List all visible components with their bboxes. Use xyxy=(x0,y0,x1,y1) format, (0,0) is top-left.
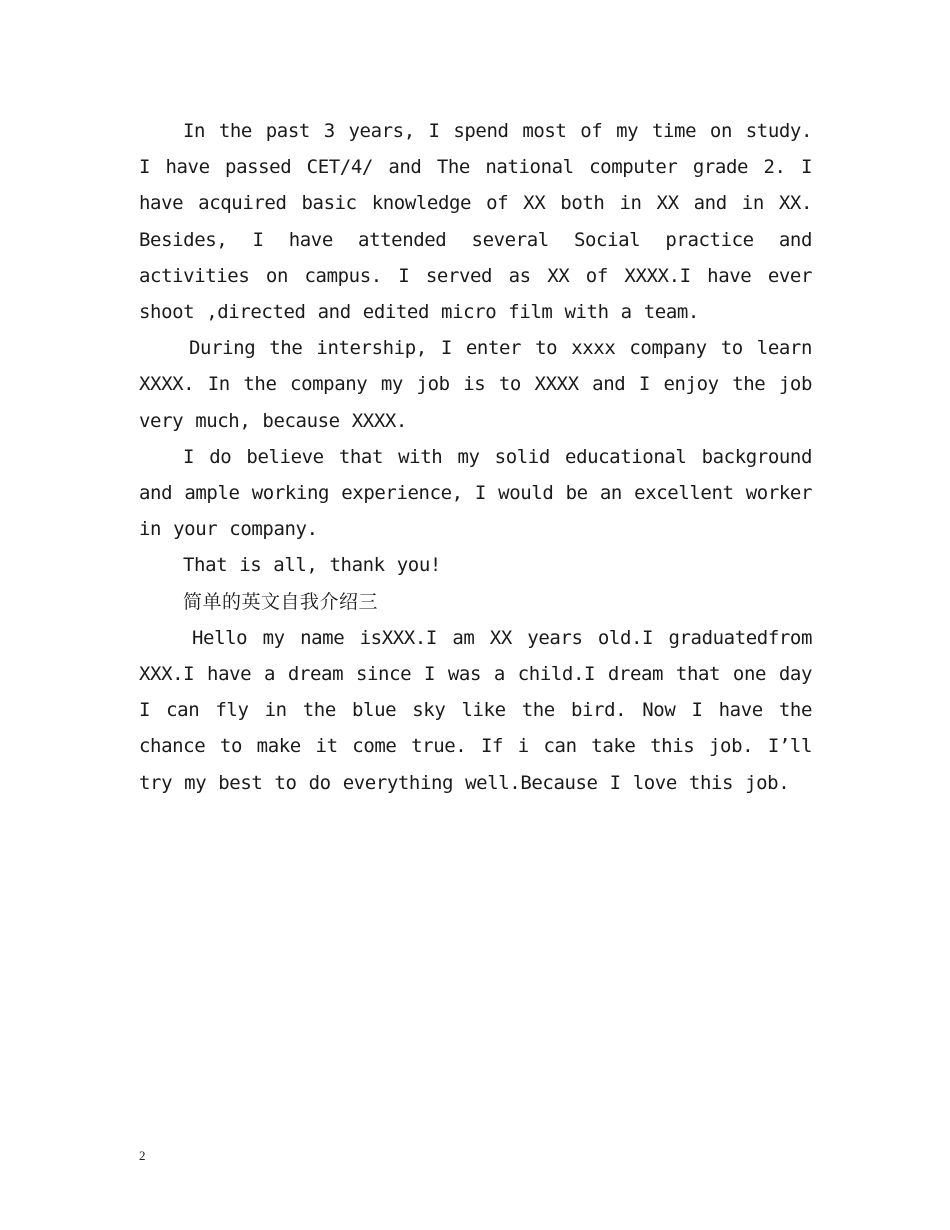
document-body xyxy=(139,113,812,801)
section-heading: 简单的英文自我介绍三 xyxy=(183,590,379,613)
paragraph-introduction: Hello my name isXXX.I am XX years old.I graduatedfrom XXX.I have a dream since I was a child.I dream that one day I can fly in the blue sky like the bird. Now I have the chance to make it come true. If i can take this job. I’ll try my best to do everything well.Because I love this job. xyxy=(139,626,812,794)
paragraph-study: In the past 3 years, I spend most of my time on study. I have passed CET/4/ and The national computer grade 2. I have acquired basic knowledge of XX both in XX and in XX. Besides, I have attended several Social practice and activities on campus. I served as XX of XXXX.I have ever shoot ,directed and edited micro film with a team. xyxy=(139,120,812,324)
paragraph-belief: I do believe that with my solid educational background and ample working experience, I would be an excellent worker in your company. xyxy=(139,445,812,541)
paragraph-internship: During the intership, I enter to xxxx company to learn XXXX. In the company my job is to XXXX and I enjoy the job very much, because XXXX. xyxy=(139,337,812,432)
paragraph-closing: That is all, thank you! xyxy=(183,554,441,577)
page-number: 2 xyxy=(139,1148,146,1163)
